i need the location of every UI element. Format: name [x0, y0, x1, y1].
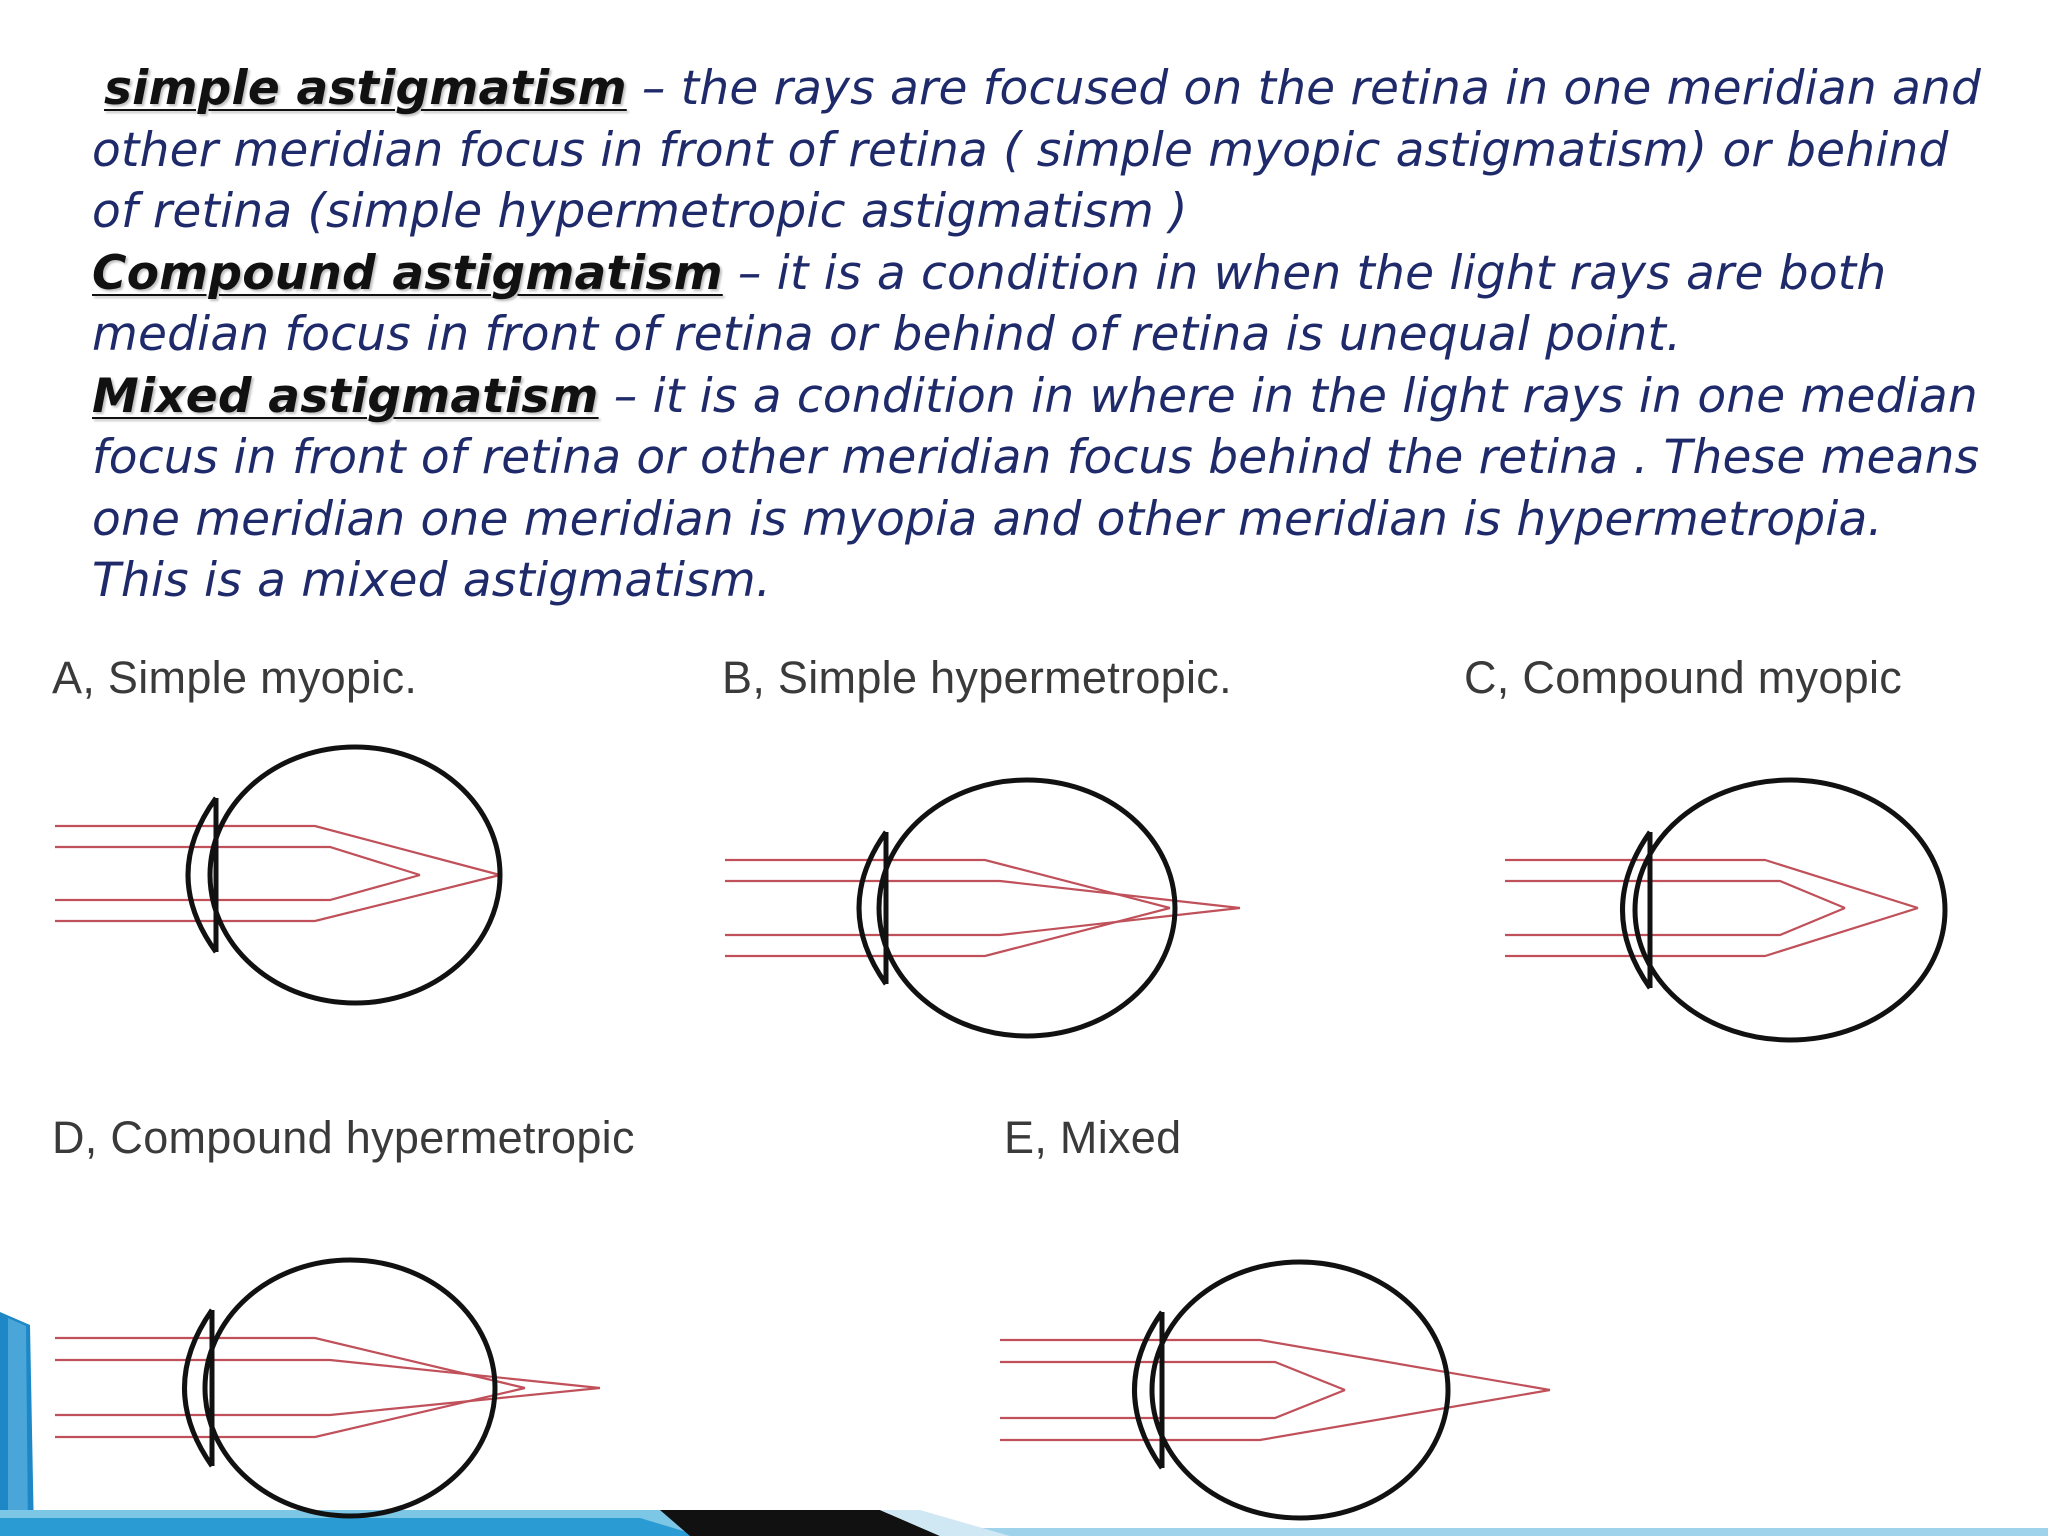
light-rays-b [725, 860, 1240, 956]
term-simple-astigmatism: simple astigmatism [104, 61, 627, 116]
label-simple-myopic: A, Simple myopic. [52, 652, 418, 703]
label-mixed: E, Mixed [1004, 1112, 1182, 1163]
eye-diagram-a [55, 747, 500, 1003]
decor-bottom-strip [0, 1510, 2048, 1536]
light-rays-a [55, 826, 500, 921]
eye-diagram-b [725, 780, 1240, 1036]
cornea-e [1135, 1312, 1163, 1468]
eye-diagram-c [1505, 780, 1945, 1040]
decor-corner-left [0, 1312, 34, 1536]
term-compound-astigmatism: Compound astigmatism [92, 245, 723, 301]
definition-compound: – it is a condition in when the light rays are both median focus in front of retina or behind of retina is unequal point. [92, 245, 1887, 362]
eyeball-b [879, 780, 1175, 1036]
label-simple-hypermetropic: B, Simple hypermetropic. [722, 652, 1232, 703]
label-compound-myopic: C, Compound myopic [1464, 652, 1903, 703]
definition-mixed: – it is a condition in where in the light rays in one median focus in front of retina or other meridian focus behind the retina . These means one meridian one meridian is myopia and other meridian is hypermetropia. This is a mixed astigmatism. [92, 368, 1980, 608]
eyeball-c [1635, 780, 1945, 1040]
light-rays-c [1505, 860, 1918, 956]
cornea-d [185, 1310, 213, 1466]
definition-simple: – the rays are focused on the retina in one meridian and other meridian focus in front of retina ( simple myopic astigmatism) or behind of retina (simple hypermetropic astigmatism ) [92, 61, 1982, 239]
eyeball-e [1152, 1262, 1448, 1518]
eyeball-a [210, 747, 500, 1003]
cornea-b [859, 832, 886, 984]
light-rays-d [55, 1338, 600, 1437]
eyeball-d [205, 1260, 495, 1516]
label-compound-hypermetropic: D, Compound hypermetropic [52, 1112, 635, 1163]
eye-diagram-d [55, 1260, 600, 1516]
eye-diagram-e [1000, 1262, 1550, 1518]
term-mixed-astigmatism: Mixed astigmatism [92, 368, 599, 424]
light-rays-e [1000, 1340, 1550, 1440]
